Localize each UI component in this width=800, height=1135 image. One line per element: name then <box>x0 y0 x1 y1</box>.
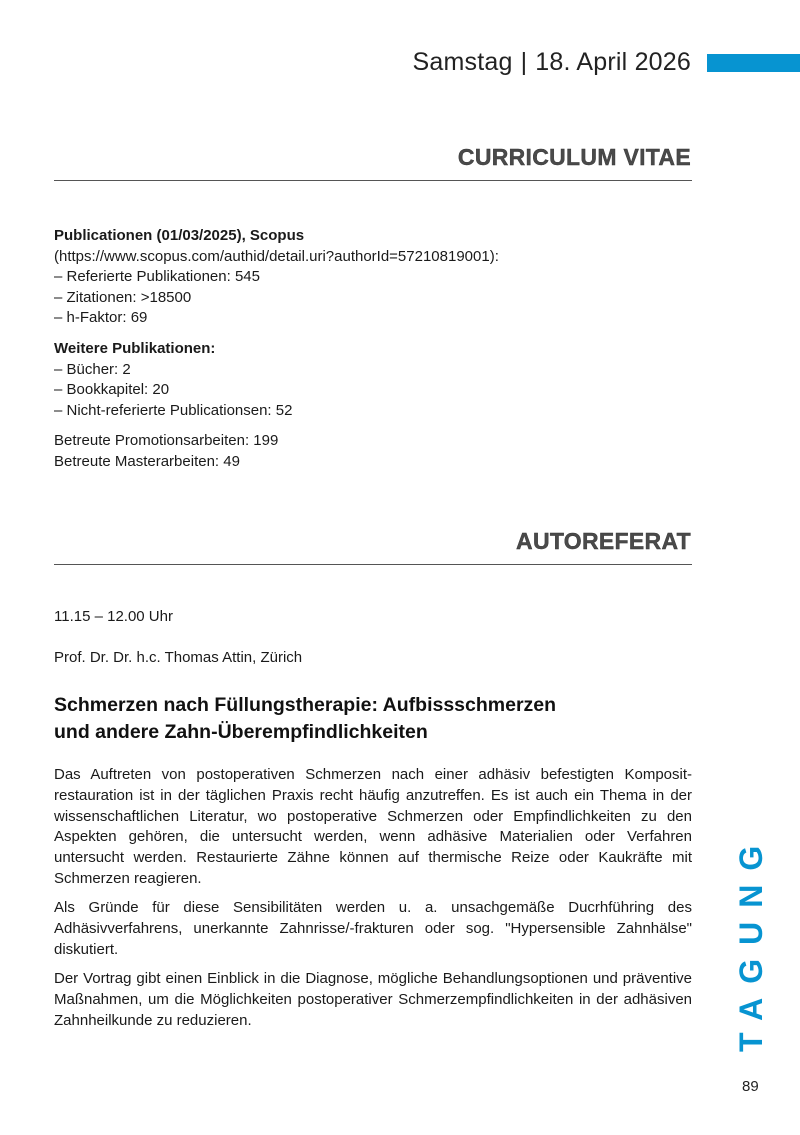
talk-title-line: Schmerzen nach Füllungstherapie: Aufbissschmerzen <box>54 694 557 716</box>
publication-item: – Referierte Publikationen: 545 <box>54 268 260 285</box>
publications-heading: Publicationen (01/03/2025), Scopus <box>54 227 305 244</box>
date-separator: | <box>520 48 528 76</box>
further-heading: Weitere Publikationen: <box>54 340 216 357</box>
session-time: 11.15 – 12.00 Uhr <box>54 608 173 625</box>
further-item: – Bücher: 2 <box>54 360 131 378</box>
abstract-paragraph: Der Vortrag gibt einen Einblick in die Diagnose, mögliche Behandlungsoptionen und präventive Maßnahmen, um die Möglichkeiten postoperativer Schmerzempfindlichkeiten in der adhäsiven Zahnheilkunde zu reduzieren. <box>54 970 692 1029</box>
tagung-vertical-label: TAGUNG <box>733 831 769 1052</box>
publication-item: – h-Faktor: 69 <box>54 309 148 326</box>
abstract-paragraph: Das Auftreten von postoperativen Schmerzen nach einer adhäsiv befestigten Komposit-restauration ist in der täglichen Praxis recht häufig anzutreffen. Es ist auch ein Thema in der wissenschaftlichen Literatur, wo postoperative Schmerzen oder Empfindlichkeiten zu den Aspekten gehören, die untersucht werden, wenn adhäsive Materialien oder Verfahren untersucht werden. Restaurierte Zähne können auf thermische Reize oder Kaukräfte mit Schmerzen reagieren. <box>54 766 692 887</box>
publications-block <box>54 226 694 329</box>
supervised-item: Betreute Masterarbeiten: 49 <box>54 452 240 470</box>
date-label: 18. April 2026 <box>535 48 691 76</box>
autoreferat-divider <box>54 564 692 565</box>
accent-bar <box>707 54 800 72</box>
further-item: – Bookkapitel: 20 <box>54 381 170 398</box>
abstract-paragraph: Als Gründe für diese Sensibilitäten werden u. a. unsachgemäße Ducrhführing des Adhäsivverfahrens, unerkannte Zahnrisse/-frakturen oder sog. "Hypersensible Zahnhälse" diskutiert. <box>54 899 692 958</box>
supervision-block <box>54 431 694 472</box>
talk-title-line: und andere Zahn-Überempfindlichkeiten <box>54 721 428 743</box>
publications-source: (https://www.scopus.com/authid/detail.uri?authorId=57210819001): <box>54 247 499 265</box>
supervised-item: Betreute Promotionsarbeiten: 199 <box>54 432 279 449</box>
autoreferat-section-title: AUTOREFERAT <box>516 528 691 554</box>
talk-title <box>54 692 694 746</box>
publication-item: – Zitationen: >18500 <box>54 288 192 306</box>
speaker-name: Prof. Dr. Dr. h.c. Thomas Attin, Zürich <box>54 649 303 666</box>
day-label: Samstag <box>412 48 513 76</box>
cv-divider <box>54 180 692 181</box>
cv-section-title: CURRICULUM VITAE <box>457 144 691 170</box>
page-number: 89 <box>742 1078 759 1095</box>
further-publications-block <box>54 339 694 421</box>
further-item: – Nicht-referierte Publicationsen: 52 <box>54 401 293 419</box>
date-line <box>413 48 691 77</box>
